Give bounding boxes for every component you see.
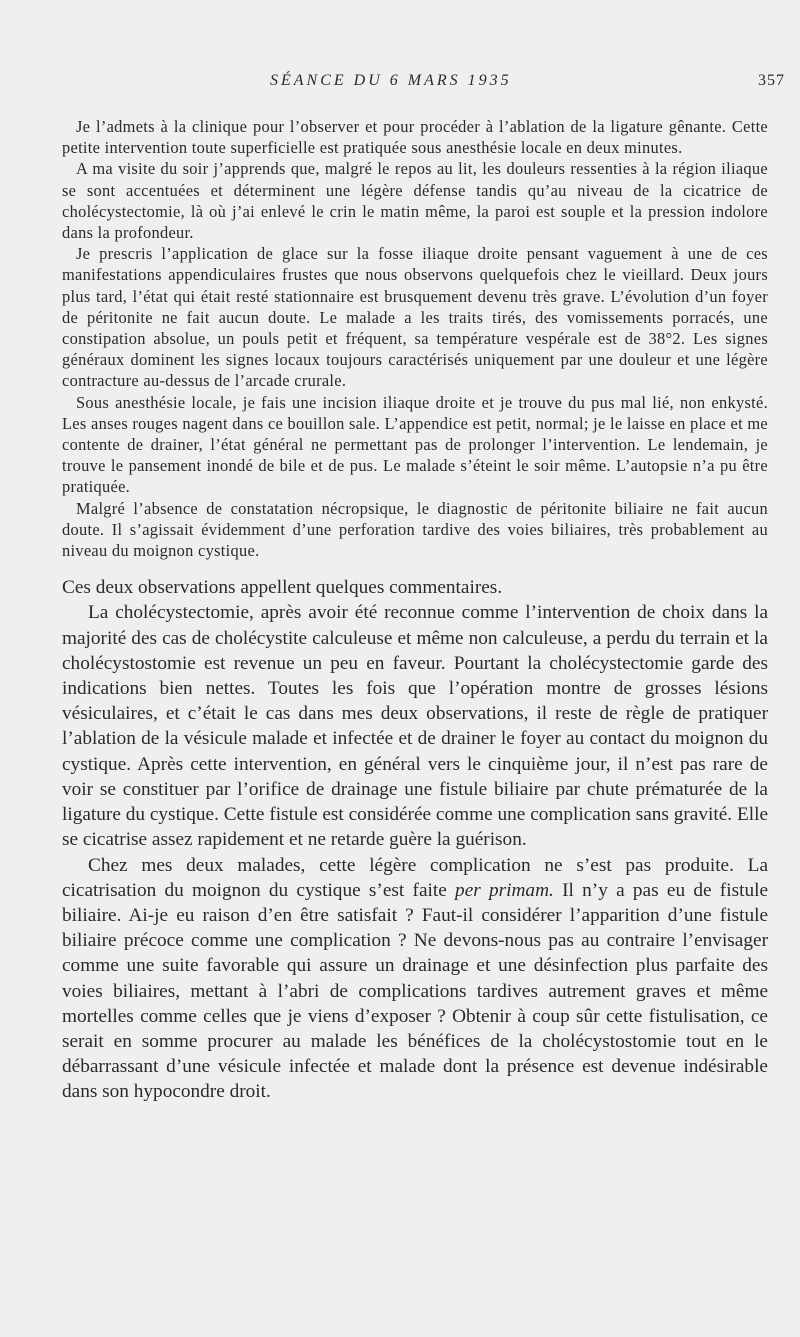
paragraph: La cholécystectomie, après avoir été reconnue comme l’intervention de choix dans la majorité des cas de cholécystite calculeuse et même non calculeuse, a perdu du terrain et la cholécystostomie est revenue un peu en faveur. Pourtant la cholécystectomie garde des indications bien nettes. Toutes les fois que l’opération montre de grosses lésions vésiculaires, et c’était le cas dans mes deux observations, il reste de règle de pratiquer l’ablation de la vésicule malade et infectée et de drainer le foyer au contact du moignon du cystique. Après cette intervention, en général vers le cinquième jour, il n’est pas rare de voir se constituer par l’orifice de drainage une fistule biliaire par chute prématurée de la ligature du cystique. Cette fistule est considérée comme une complication sans gravité. Elle se cicatrise assez rapidement et ne retarde guère la guérison. <box>62 602 768 851</box>
paragraph: Je prescris l’application de glace sur la fosse iliaque droite pensant vaguement à une de ces manifestations appendiculaires frustes que nous observons quelquefois chez le vieillard. Deux jours plus tard, l’état qui était resté stationnaire est brusquement devenu très grave. L’évolution d’un foyer de péritonite ne fait aucun doute. Le malade a les traits tirés, des vomissements porracés, une constipation absolue, un pouls petit et fréquent, sa température vespérale est de 38°2. Les signes généraux dominent les signes locaux toujours caractérisés uniquement par une douleur et une légère contracture au-dessus de l’arcade crurale. <box>62 244 768 391</box>
paragraph: Sous anesthésie locale, je fais une incision iliaque droite et je trouve du pus mal lié, non enkysté. Les anses rouges nagent dans ce bouillon sale. L’appendice est petit, normal; je le laisse en place et me contente de drainer, l’état général ne permettant pas de prolonger l’intervention. Le lendemain, je trouve le pansement inondé de bile et de pus. Le malade s’éteint le soir même. L’autopsie n’a pu être pratiquée. <box>62 392 768 497</box>
commentary-section <box>62 575 768 1104</box>
text-run: Chez mes deux malades, cette légère complication ne s’est pas produite. La cicatrisation du moignon du cystique s’est faite <box>62 854 768 901</box>
paragraph: Malgré l’absence de constatation nécropsique, le diagnostic de péritonite biliaire ne fait aucun doute. Il s’agissait évidemment d’une perforation tardive des voies biliaires, très probablement au niveau du moignon cystique. <box>62 498 768 561</box>
case-report-section <box>62 116 768 561</box>
commentary-intro: Ces deux observations appellent quelques commentaires. <box>62 577 503 599</box>
paragraph: A ma visite du soir j’apprends que, malgré le repos au lit, les douleurs ressenties à la région iliaque se sont accentuées et déterminent une légère défense tandis qu’au niveau de la cicatrice de cholécystectomie, là où j’ai enlevé le crin le matin même, la paroi est souple et la pression indolore dans la profondeur. <box>62 159 768 243</box>
body-text <box>62 116 768 1105</box>
paragraph: Je l’admets à la clinique pour l’observer et pour procéder à l’ablation de la ligature gênante. Cette petite intervention toute superficielle est pratiquée sous anesthésie locale en deux minutes. <box>62 117 768 158</box>
running-header <box>0 72 800 94</box>
paragraph <box>62 853 768 1105</box>
latin-phrase: per primam. <box>455 879 554 901</box>
running-title: SÉANCE DU 6 MARS 1935 <box>270 72 512 89</box>
page-number: 357 <box>758 72 785 89</box>
text-run: Il n’y a pas eu de fistule biliaire. Ai-je eu raison d’en être satisfait ? Faut-il considérer l’apparition d’une fistule biliaire précoce comme une complication ? Ne devons-nous pas au contraire l’envisager comme une suite favorable qui assure un drainage et une désinfection plus parfaite des voies biliaires, mettant à l’abri de complications tardives autrement graves et même mortelles comme celles que je viens d’exposer ? Obtenir à coup sûr cette fistulisation, ce serait en somme procurer au malade les bénéfices de la cholécystostomie tout en le débarrassant d’une vésicule infectée et malade dont la présence est devenue indésirable dans son hypocondre droit. <box>62 879 768 1103</box>
